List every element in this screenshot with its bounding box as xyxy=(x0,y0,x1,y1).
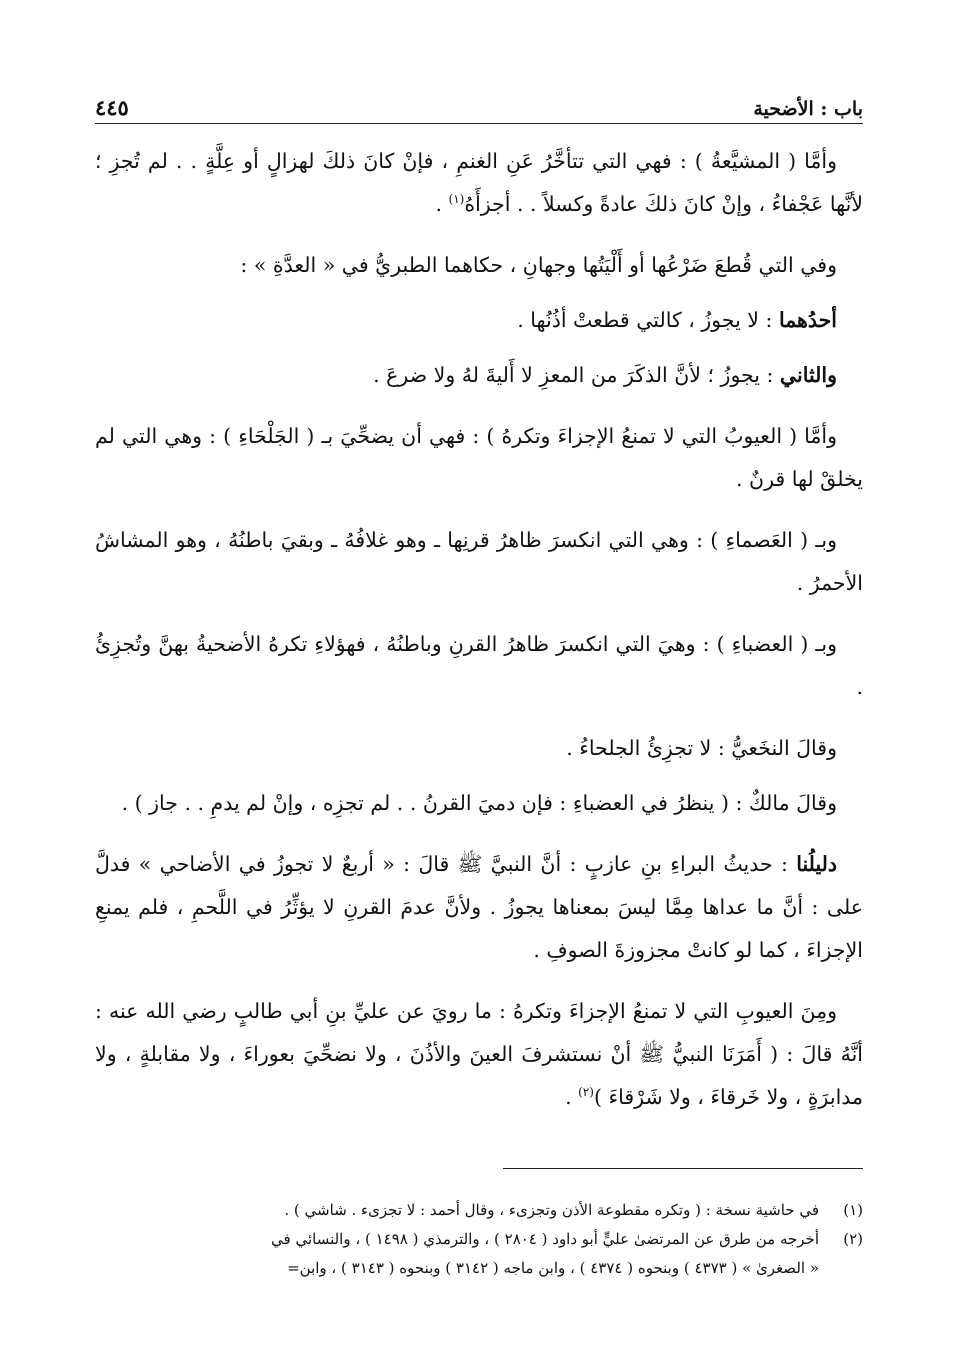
paragraph-asma: وبـ ( العَصماءِ ) : وهي التي انكسرَ ظاهرُ قرنِها ـ وهو غلافُهُ ـ وبقيَ باطنُهُ ، وهو المشاشُ الأحمرُ . xyxy=(95,528,863,595)
paragraph-adba: وبـ ( العضباءِ ) : وهيَ التي انكسرَ ظاهرُ القرنِ وباطنُهُ ، فهؤلاءِ تكرهُ الأضحيةُ بهنَّ وتُجزِئُ . xyxy=(95,632,863,699)
footnote-ref-2[interactable]: (٢) xyxy=(578,1085,594,1100)
footnote-1: (١)في حاشية نسخة : ( وتكره مقطوعة الأذن وتجزىء ، وقال أحمد : لا تجزىء . شاشي ) . xyxy=(284,1201,863,1219)
paragraph-evidence: دليلُنا : حديثُ البراءِ بنِ عازبٍ : أنَّ النبيَّ ﷺ قالَ : « أربعٌ لا تجوزُ في الأضاحي » فدلَّ على : أنَّ ما عداها مِمَّا ليسَ بمعناها يجوزُ . ولأنَّ عدمَ القرنِ لا يؤثِّرُ في اللَّحمِ ، فلم يمنعِ الإجزاءَ ، كما لو كانتْ مجزوزةَ الصوفِ . xyxy=(95,852,863,962)
page-header xyxy=(95,86,863,120)
page-number: ٤٤٥ xyxy=(95,95,129,120)
paragraph-nakhai: وقالَ النخَعيُّ : لا تجزِئُ الجلحاءُ . xyxy=(566,736,837,760)
footnote-separator xyxy=(503,1168,863,1169)
header-rule xyxy=(95,123,863,124)
paragraph-malik: وقالَ مالكٌ : ( ينظرُ في العضباءِ : فإن دميَ القرنُ . . لم تجزِه ، وإنْ لم يدمِ . . جاز ) . xyxy=(121,791,837,815)
footnote-2-continued: « الصغرىٰ » ( ٤٣٧٣ ) وبنحوه ( ٤٣٧٤ ) ، وابن ماجه ( ٣١٤٢ ) وبنحوه ( ٣١٤٣ ) ، وابن= xyxy=(287,1259,819,1277)
paragraph-ali-hadith: ومِنَ العيوبِ التي لا تمنعُ الإجزاءَ وتكرهُ : ما رويَ عن عليِّ بنِ أبي طالبٍ رضي الله عنه : أنَّهُ قالَ : ( أَمَرَنَا النبيُّ ﷺ أنْ نستشرفَ العينَ والأذُنَ ، ولا نضحِّيَ بعوراءَ ، ولا مقابلةٍ ، ولا مدابرَةٍ ، ولا خَرقاءَ ، ولا شَرْقاءَ )$^{(٢)}$ . xyxy=(95,999,863,1109)
running-title: باب : الأضحية xyxy=(753,98,863,120)
paragraph-second-view: والثاني : يجوزُ ؛ لأنَّ الذكَرَ من المعزِ لا أَليةَ لهُ ولا ضرعَ . xyxy=(373,363,837,387)
footnotes xyxy=(95,1196,863,1283)
paragraph-first-view: أحدُهما : لا يجوزُ ، كالتي قطعتْ أذُنُها . xyxy=(517,308,837,332)
footnote-ref-1[interactable]: (١) xyxy=(448,192,465,207)
paragraph-mushayya: وأمَّا ( المشيَّعةُ ) : فهي التي تتأخَّرُ عَنِ الغنمِ ، فإنْ كانَ ذلكَ لهزالٍ أو عِلَّةٍ . . لم تُجزِ ؛ لأنَّها عَجْفاءُ ، وإنْ كانَ ذلكَ عادةً وكسلاً . . أجزأَهُ$^{(١)}$ . xyxy=(95,149,863,216)
paragraph-udder: وفي التي قُطعَ ضَرْعُها أو أَلْيَتُها وجهانِ ، حكاهما الطبريُّ في « العدَّةِ » : xyxy=(240,253,837,277)
main-text xyxy=(95,140,863,1137)
paragraph-jalha: وأمَّا ( العيوبُ التي لا تمنعُ الإجزاءَ وتكرهُ ) : فهي أن يضحِّيَ بـ ( الجَلْحَاءِ ) : وهي التي لم يخلقْ لها قرنٌ . xyxy=(95,424,863,491)
footnote-2: (٢)أخرجه من طرق عن المرتضىٰ عليٍّ أبو داود ( ٢٨٠٤ ) ، والترمذي ( ١٤٩٨ ) ، والنسائي في xyxy=(271,1230,863,1248)
